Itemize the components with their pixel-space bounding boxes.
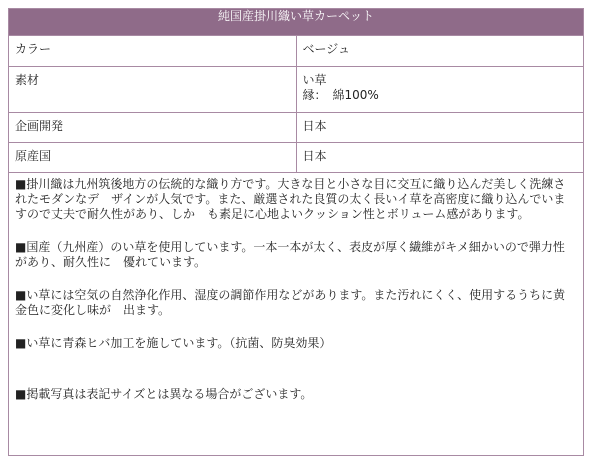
spec-label: カラー <box>9 36 297 67</box>
description-line: すので丈夫で耐久性があり、しか も素足に心地よいクッション性とボリューム感があります。 <box>15 207 530 221</box>
description-line: があり、耐久性に 優れています。 <box>15 255 207 269</box>
spec-row-planning <box>9 113 584 143</box>
description-paragraph <box>15 177 577 222</box>
spec-row-color <box>9 36 584 67</box>
spec-value <box>296 67 584 113</box>
material-border: 縁： 綿100% <box>302 88 379 102</box>
description-line: ■掲載写真は表記サイズとは異なる場合がございます。 <box>15 387 313 401</box>
description-paragraph <box>15 288 577 318</box>
description-cell <box>9 173 584 456</box>
spec-row-material <box>9 67 584 113</box>
description-line: 金色に変化し味が 出ます。 <box>15 303 171 317</box>
description-paragraph <box>15 240 577 270</box>
material-main: い草 <box>302 73 327 87</box>
description-line: ■い草には空気の自然浄化作用、湿度の調節作用などがあります。また汚れにくく、使用するうちに黄 <box>15 288 566 302</box>
description-line: ■掛川織は九州筑後地方の伝統的な織り方です。大きな目と小さな目に交互に織り込んだ美しく洗練さ <box>15 177 566 191</box>
spec-table <box>8 8 584 456</box>
description-paragraph <box>15 387 577 402</box>
product-spec-sheet <box>8 8 584 456</box>
description-line: ■国産（九州産）のい草を使用しています。一本一本が太く、表皮が厚く繊維がキメ細かいので弾力性 <box>15 240 565 254</box>
description-line: ■い草に青森ヒバ加工を施しています。（抗菌、防臭効果） <box>15 336 332 350</box>
description-line: れたモダンなデ ザインが人気です。また、厳選された良質の太く長いイ草を高密度に織り込んでいま <box>15 192 566 206</box>
description-paragraph <box>15 336 577 351</box>
spec-row-origin <box>9 143 584 173</box>
product-title: 純国産掛川織い草カーペット <box>9 9 584 36</box>
spec-value: ベージュ <box>296 36 584 67</box>
spec-value: 日本 <box>296 113 584 143</box>
spec-value: 日本 <box>296 143 584 173</box>
spec-label: 素材 <box>9 67 297 113</box>
spec-label: 原産国 <box>9 143 297 173</box>
spec-label: 企画開発 <box>9 113 297 143</box>
